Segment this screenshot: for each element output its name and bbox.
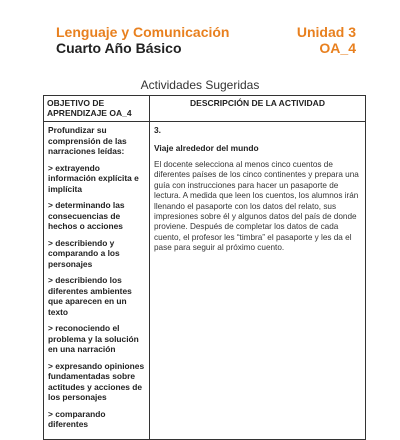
activity-description: El docente selecciona al menos cinco cuentos de diferentes países de los cinco continentes y prepara una guía con instrucciones para hacer un pasaporte de lectura. A medida que leen los cuentos, los alumnos irán llenando el pasaporte con los datos del relato, sus impresiones sobre él y algunos datos del país de donde proviene. Después de completar los datos de cada cuento, el profesor les “timbra” el pasaporte y les da el pase para seguir al próximo cuento. [154,160,359,253]
table-header-row [44,96,366,122]
activity-number: 3. [154,125,161,135]
header-row-2 [56,40,356,56]
unit-label: Unidad 3 [296,24,356,40]
objectives-cell [44,122,150,440]
activity-cell [150,122,366,440]
description-column-header: DESCRIPCIÓN DE LA ACTIVIDAD [150,96,366,122]
section-title: Actividades Sugeridas [140,78,260,92]
subject-title: Lenguaje y Comunicación [56,24,230,40]
objective-item: > expresando opiniones fundamentadas sobre actitudes y acciones de los personajes [48,360,145,402]
objective-item: > comparando diferentes [48,408,106,429]
activity-title: Viaje alrededor del mundo [154,143,259,153]
objective-column-header: OBJETIVO DE APRENDIZAJE OA_4 [44,96,150,122]
table-row [44,122,366,440]
objective-code: OA_4 [319,40,356,56]
objectives-intro: Profundizar su comprensión de las narraciones leídas: [48,125,127,156]
page-header [56,24,356,56]
objective-item: > determinando las consecuencias de hechos o acciones [48,200,125,231]
objective-item: > reconociendo el problema y la solución en una narración [48,323,139,354]
header-row-1 [56,24,356,40]
grade-label: Cuarto Año Básico [56,40,182,56]
activities-table [43,95,366,440]
objective-item: > describiendo y comparando a los personajes [48,237,120,269]
objective-item: > extrayendo información explícita e implícita [48,162,139,194]
objective-item: > describiendo los diferentes ambientes que aparecen en un texto [48,275,132,317]
